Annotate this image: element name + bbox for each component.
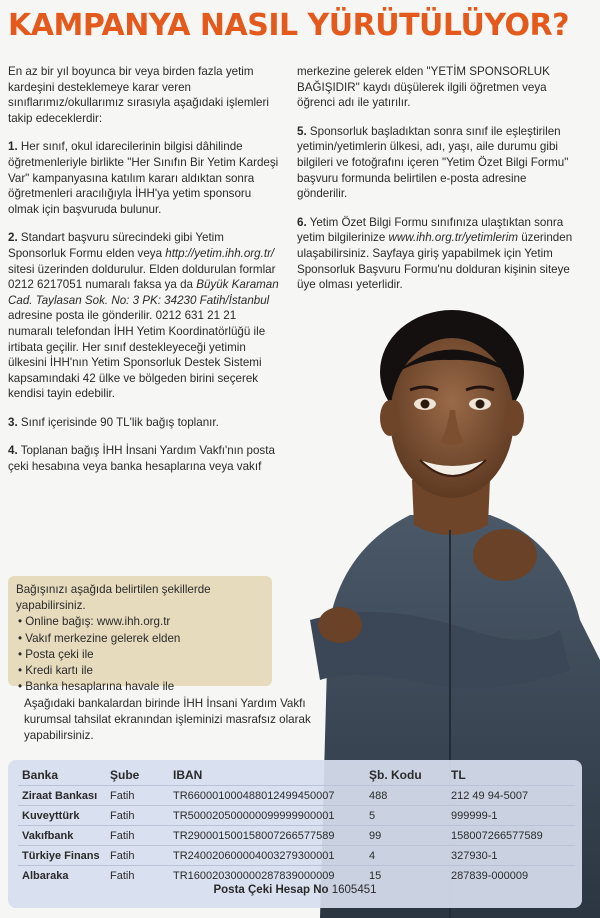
branch: Fatih [106, 786, 169, 806]
col-header-tl: TL [451, 768, 466, 782]
bank-intro-text: Aşağıdaki bankalardan birinde İHH İnsani Yardım Vakfı kurumsal tahsilat ekranından işleminizi masrafsız olarak yapabilirsiniz. [24, 697, 311, 742]
page-title: KAMPANYA NASIL YÜRÜTÜLÜYOR? [8, 8, 569, 43]
apply-url-link[interactable]: http://yetim.ihh.org.tr/ [165, 246, 275, 260]
branch: Fatih [106, 806, 169, 826]
step-1: 1. Her sınıf, okul idarecilerinin bilgisi dâhilinde öğretmenleriyle birlikte "Her Sınıfın Bir Yetim Kardeşi Var" kampanyasına katılım kararı aldıktan sonra öğretmenleri aracılığıyla İHH'ya yetim sponsoru olmak için başvuruda bulunur. [8, 140, 279, 216]
iban: TR290001500158007266577589 [169, 826, 365, 846]
table-row [18, 846, 575, 866]
intro-paragraph: En az bir yıl boyunca bir veya birden fazla yetim kardeşini desteklemeye karar veren sınıflarımız/okullarımız sırasıyla aşağıdaki işlemleri takip edeceklerdir: [8, 65, 269, 125]
table-row [18, 806, 575, 826]
branch: Fatih [106, 826, 169, 846]
col-header-iban: IBAN [173, 768, 203, 782]
postal-number: 1605451 [331, 884, 377, 896]
list-item: • Banka hesaplarına havale ile [18, 679, 264, 695]
orphans-url-link[interactable]: www.ihh.org.tr/yetimlerim [388, 231, 518, 245]
postal-address: Büyük Karaman Cad. Taylasan Sok. No: 3 PK: 34230 Fatih/İstanbul [8, 278, 279, 307]
right-column [297, 64, 577, 306]
tl-account: 287839-000009 [447, 866, 575, 886]
table-row [18, 866, 575, 886]
tl-account: 158007266577589 [447, 826, 575, 846]
bank-name: Türkiye Finans [18, 846, 106, 866]
branch-code: 488 [365, 786, 447, 806]
iban: TR500020500000099999900001 [169, 806, 365, 826]
col-header-branch-code: Şb. Kodu [369, 768, 422, 782]
donation-methods-list [16, 614, 264, 695]
step-4: 4. Toplanan bağış İHH İnsani Yardım Vakfı'nın posta çeki hesabına veya banka hesaplarına veya vakıf [8, 444, 275, 474]
donation-heading: Bağışınızı aşağıda belirtilen şekillerde yapabilirsiniz. [16, 583, 211, 613]
table-row [18, 826, 575, 846]
bank-accounts-panel [8, 760, 582, 908]
col-header-bank: Banka [22, 768, 59, 782]
step-5: 5. Sponsorluk başladıktan sonra sınıf ile eşleştirilen yetimin/yetimlerin ülkesi, adı, yaşı, aile durumu gibi bilgileri ve fotoğrafını içeren "Yetim Özet Bilgi Formu" başvuru formunda belirtilen e-posta adresine gönderilir. [297, 124, 569, 201]
iban: TR660001000488012499450007 [169, 786, 365, 806]
list-item: • Vakıf merkezine gelerek elden [18, 631, 264, 647]
donation-methods-box [8, 576, 272, 694]
bank-accounts-table [18, 766, 575, 885]
branch-code: 4 [365, 846, 447, 866]
bank-name: Kuveyttürk [18, 806, 106, 826]
step-2: 2. Standart başvuru sürecindeki gibi Yetim Sponsorluk Formu elden veya http://yetim.ihh.org.tr/ sitesi üzerinden doldurulur. Elden doldurulan formlar 0212 6217051 numaralı faksa ya da Büyük Karaman Cad. Taylasan Sok. No: 3 PK: 34230 Fatih/İstanbul adresine posta ile gönderilir. 0212 631 21 21 numaralı telefondan İHH Yetim Koordinatörlüğü ile irtibata geçilir. Her sınıf destekleyeceği yetimin ülkesini İHH'nın Yetim Sponsorluk Destek Sistemi kapsamındaki 42 ülke ve bölgeden birini seçerek kendisi tayin edebilir. [8, 231, 279, 401]
list-item: • Posta çeki ile [18, 647, 264, 663]
step-3: 3. Sınıf içerisinde 90 TL'lik bağış toplanır. [8, 415, 219, 429]
bank-name: Albaraka [18, 866, 106, 886]
branch-code: 5 [365, 806, 447, 826]
left-column [8, 64, 280, 488]
list-item: • Kredi kartı ile [18, 663, 264, 679]
iban: TR240020600004003279300001 [169, 846, 365, 866]
tl-account: 999999-1 [447, 806, 575, 826]
tl-account: 327930-1 [447, 846, 575, 866]
iban: TR160020300000287839000009 [169, 866, 365, 886]
branch-code: 99 [365, 826, 447, 846]
postal-check-account [8, 884, 582, 896]
bank-name: Vakıfbank [18, 826, 106, 846]
step-6: 6. Yetim Özet Bilgi Formu sınıfınıza ulaştıktan sonra yetim bilgilerinize www.ihh.org.tr/yetimlerim üzerinden ulaşabilirsiniz. Sayfaya giriş yapabilmek için Yetim Sponsorluk Başvuru Formu'nu dolduran kişinin siteye üye olması yeterlidir. [297, 215, 573, 292]
postal-label: Posta Çeki Hesap No [213, 884, 329, 896]
branch-code: 15 [365, 866, 447, 886]
tl-account: 212 49 94-5007 [447, 786, 575, 806]
step-4-continued: merkezine gelerek elden "YETİM SPONSORLUK BAĞIŞIDIR" kaydı düşülerek ilgili öğretmen veya öğrenci adı ile yatırılır. [297, 65, 550, 110]
table-row [18, 786, 575, 806]
branch: Fatih [106, 866, 169, 886]
col-header-branch: Şube [110, 768, 140, 782]
list-item: • Online bağış: www.ihh.org.tr [18, 614, 264, 630]
bank-name: Ziraat Bankası [18, 786, 106, 806]
branch: Fatih [106, 846, 169, 866]
